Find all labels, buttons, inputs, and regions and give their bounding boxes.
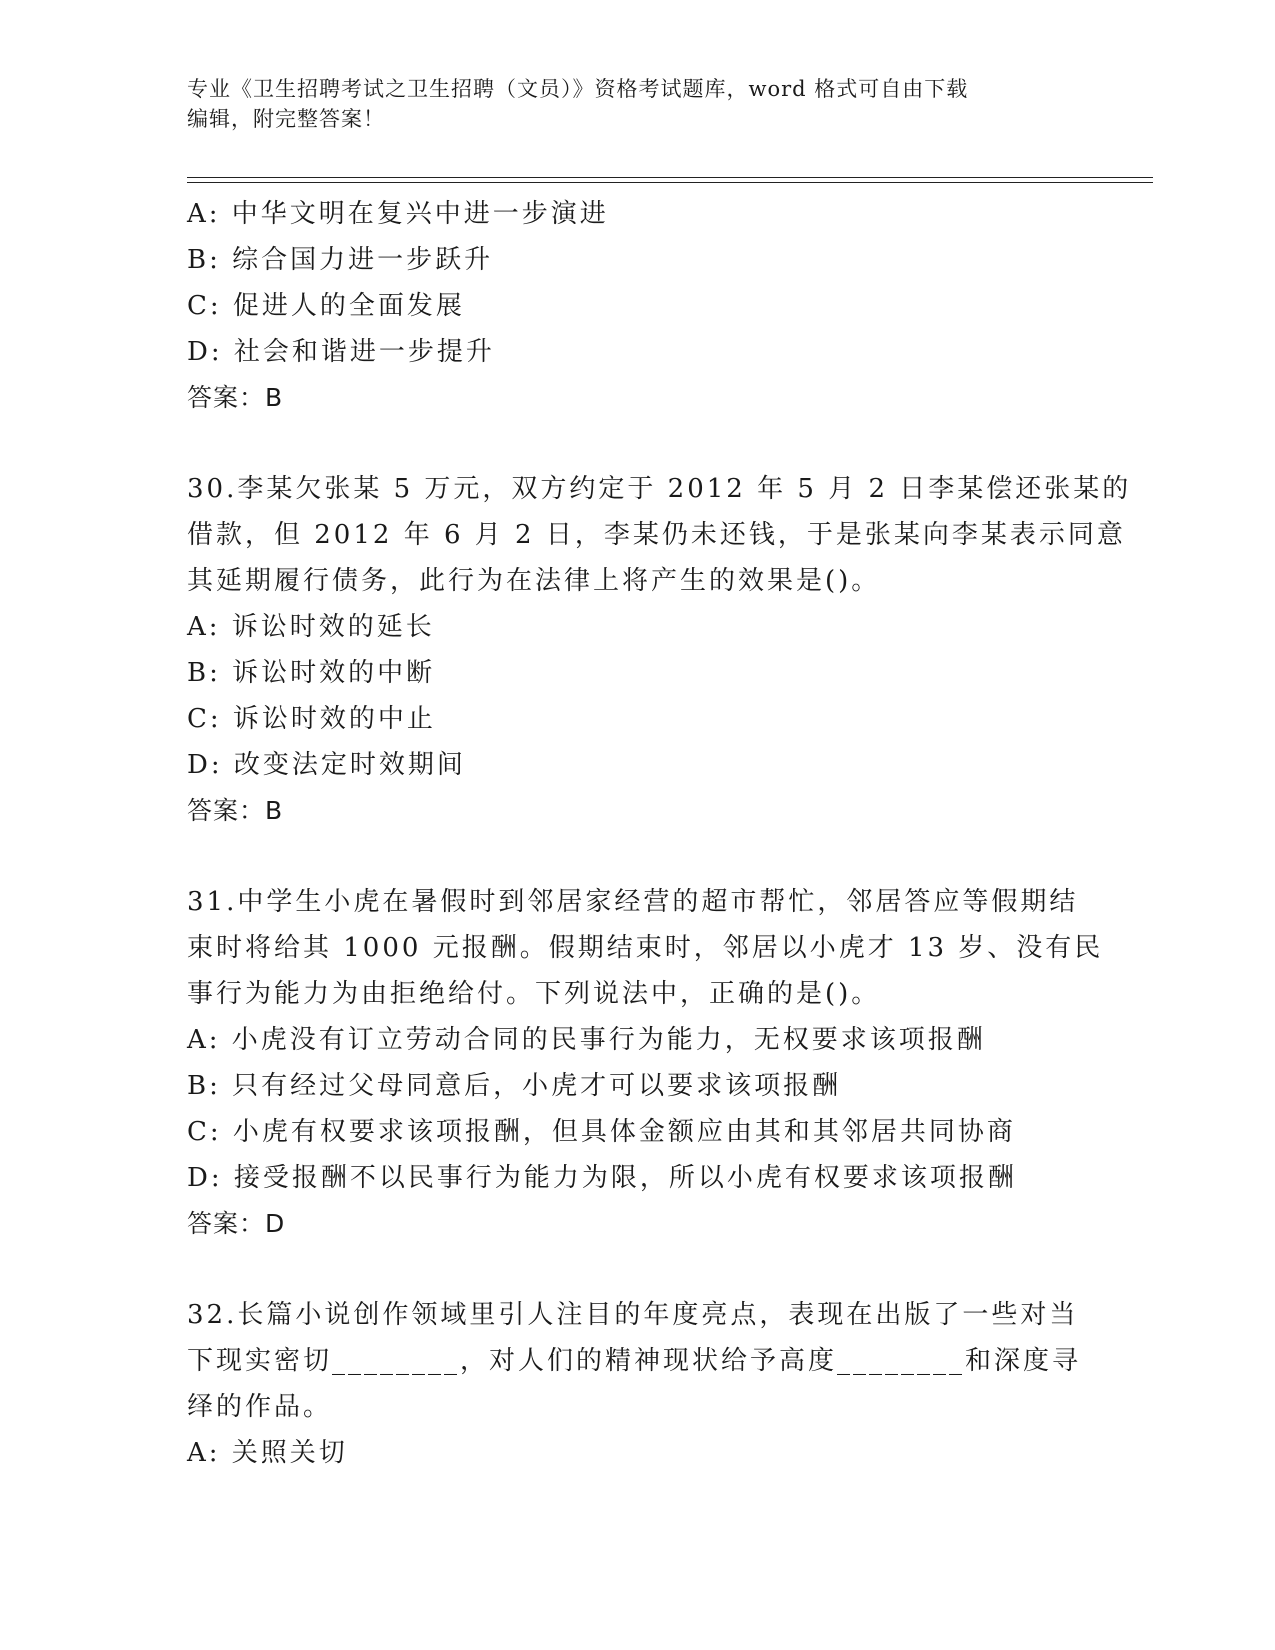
header-line-2: 编辑，附完整答案！ — [187, 107, 385, 131]
question-29 — [187, 191, 1087, 421]
option-d: D: 接受报酬不以民事行为能力为限，所以小虎有权要求该项报酬 — [187, 1163, 1017, 1193]
answer-line: 答案：B — [187, 796, 284, 825]
header-line-1: 专业《卫生招聘考试之卫生招聘（文员）》资格考试题库，word 格式可自由下载 — [187, 77, 969, 101]
question-stem-line-1: 32.长篇小说创作领域里引人注目的年度亮点，表现在出版了一些对当 — [187, 1300, 1079, 1330]
question-stem-line-3: 事行为能力为由拒绝给付。下列说法中，正确的是()。 — [187, 979, 881, 1009]
question-stem-line-2: 借款，但 2012 年 6 月 2 日，李某仍未还钱，于是张某向李某表示同意 — [187, 520, 1126, 550]
question-32 — [187, 1292, 1087, 1476]
question-31 — [187, 879, 1104, 1247]
question-stem-line-2: 下现实密切________，对人们的精神现状给予高度________和深度寻 — [187, 1346, 1082, 1376]
option-c: C: 小虎有权要求该项报酬，但具体金额应由其和其邻居共同协商 — [187, 1117, 1016, 1147]
option-c: C: 促进人的全面发展 — [187, 291, 465, 321]
question-list — [187, 191, 1132, 1476]
question-stem-line-1: 31.中学生小虎在暑假时到邻居家经营的超市帮忙，邻居答应等假期结 — [187, 887, 1079, 917]
option-d: D: 社会和谐进一步提升 — [187, 337, 495, 367]
document-header — [187, 74, 1087, 134]
question-stem-line-3: 绎的作品。 — [187, 1392, 333, 1422]
option-b: B: 综合国力进一步跃升 — [187, 245, 494, 275]
option-a: A: 关照关切 — [187, 1438, 348, 1468]
option-c: C: 诉讼时效的中止 — [187, 704, 436, 734]
option-d: D: 改变法定时效期间 — [187, 750, 466, 780]
header-divider-bottom — [187, 182, 1153, 183]
answer-line: 答案：B — [187, 383, 284, 412]
option-b: B: 只有经过父母同意后，小虎才可以要求该项报酬 — [187, 1071, 842, 1101]
header-divider-top — [187, 177, 1153, 178]
option-a: A: 诉讼时效的延长 — [187, 612, 435, 642]
answer-line: 答案：D — [187, 1209, 286, 1238]
question-30 — [187, 466, 1132, 834]
question-stem-line-3: 其延期履行债务，此行为在法律上将产生的效果是()。 — [187, 566, 881, 596]
option-a: A: 中华文明在复兴中进一步演进 — [187, 199, 609, 229]
option-a: A: 小虎没有订立劳动合同的民事行为能力，无权要求该项报酬 — [187, 1025, 986, 1055]
option-b: B: 诉讼时效的中断 — [187, 658, 436, 688]
question-stem-line-1: 30.李某欠张某 5 万元，双方约定于 2012 年 5 月 2 日李某偿还张某的 — [187, 474, 1132, 504]
question-stem-line-2: 束时将给其 1000 元报酬。假期结束时，邻居以小虎才 13 岁、没有民 — [187, 933, 1104, 963]
